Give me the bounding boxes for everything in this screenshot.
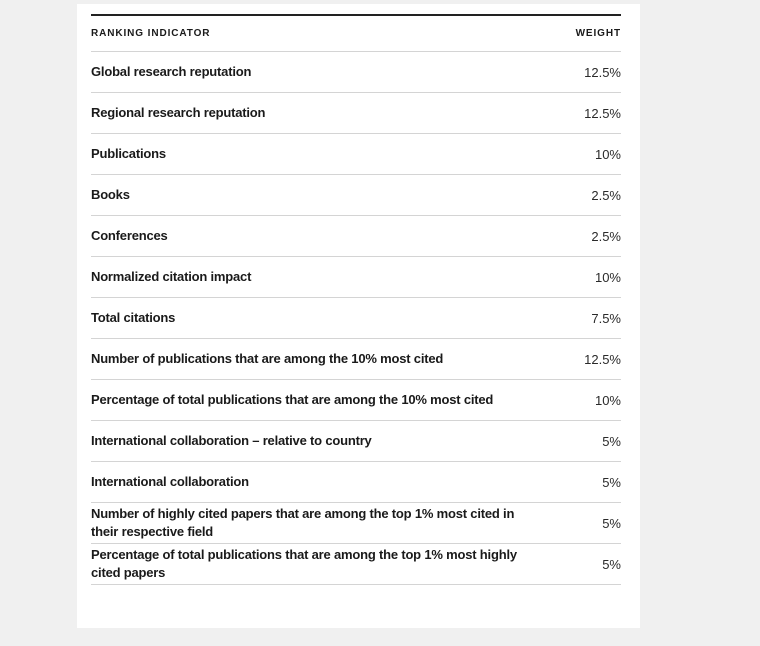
header-weight: WEIGHT [576,15,621,52]
indicator-weight: 12.5% [576,339,621,380]
table-row [91,339,621,380]
indicator-weight: 5% [576,544,621,585]
indicator-name: Percentage of total publications that are among the 10% most cited [91,380,576,421]
indicator-weight: 7.5% [576,298,621,339]
indicator-weight: 10% [576,134,621,175]
indicator-weight: 5% [576,421,621,462]
table-row [91,380,621,421]
table-row [91,503,621,544]
indicator-name: Global research reputation [91,52,576,93]
indicator-weight: 5% [576,503,621,544]
table-header-row [91,15,621,52]
indicator-weight: 12.5% [576,93,621,134]
table-row [91,421,621,462]
indicator-name: Publications [91,134,576,175]
indicator-name: International collaboration – relative to country [91,421,576,462]
header-ranking-indicator: RANKING INDICATOR [91,15,576,52]
indicator-name: Total citations [91,298,576,339]
indicator-weight: 2.5% [576,216,621,257]
content-card [77,4,640,628]
table-row [91,257,621,298]
table-row [91,462,621,503]
indicator-weight: 5% [576,462,621,503]
indicator-weight: 2.5% [576,175,621,216]
table-row [91,175,621,216]
ranking-indicators-table [91,14,621,585]
table-row [91,216,621,257]
indicator-name: Books [91,175,576,216]
table-row [91,298,621,339]
table-row [91,52,621,93]
table-row [91,134,621,175]
table-row [91,93,621,134]
indicator-weight: 10% [576,380,621,421]
table-row [91,544,621,585]
indicator-name: Regional research reputation [91,93,576,134]
indicator-name: Normalized citation impact [91,257,576,298]
indicator-weight: 10% [576,257,621,298]
indicator-name: Conferences [91,216,576,257]
indicator-name: Number of highly cited papers that are among the top 1% most cited in their respective field [91,503,576,544]
indicator-weight: 12.5% [576,52,621,93]
indicator-name: International collaboration [91,462,576,503]
indicator-name: Number of publications that are among the 10% most cited [91,339,576,380]
indicator-name: Percentage of total publications that are among the top 1% most highly cited papers [91,544,576,585]
